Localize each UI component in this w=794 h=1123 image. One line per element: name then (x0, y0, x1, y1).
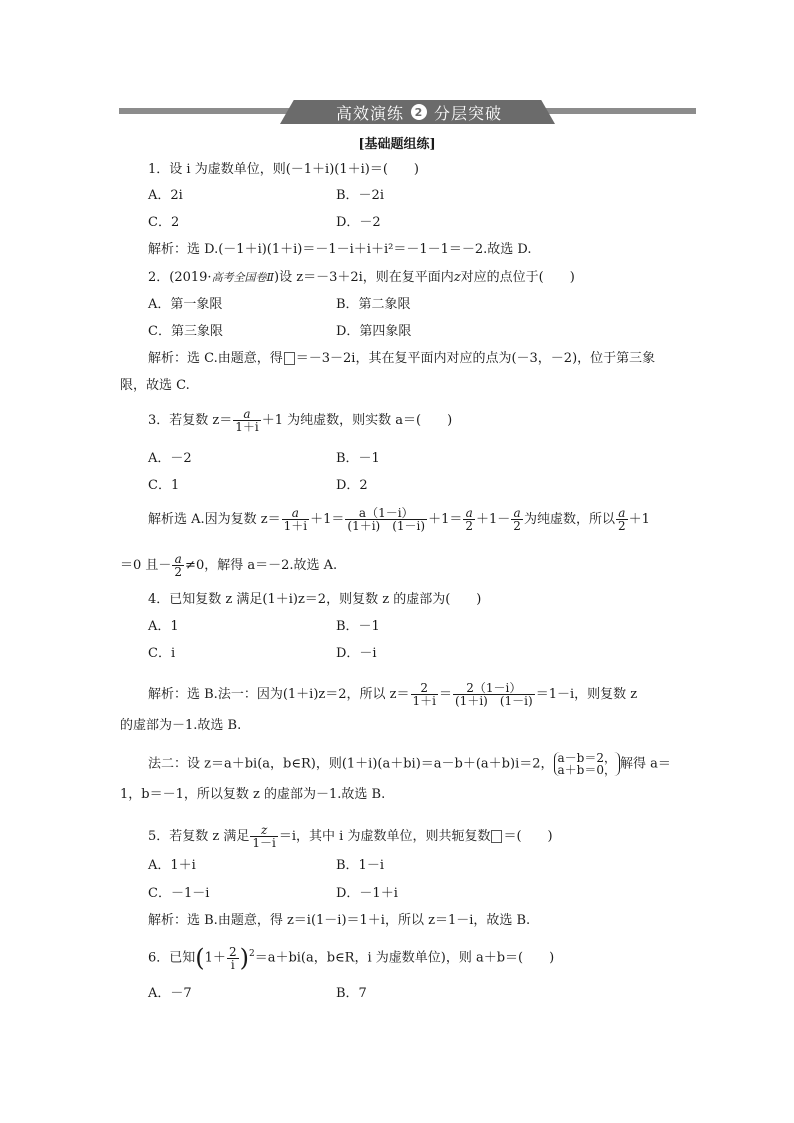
q3-ans-6: ＋1 (628, 512, 650, 527)
q3-ans-3: ＋1＝ (428, 512, 463, 527)
sys-row1: a－b＝2， (557, 751, 616, 765)
q2-number: 2．(2019· (148, 270, 212, 285)
q6-option-a: A．－7 (148, 986, 192, 1001)
q2-stem-text: )设 z＝－3＋2i，则在复平面内 (274, 270, 454, 285)
frac-den: 1＋i (283, 519, 308, 533)
frac-num: a (463, 507, 475, 520)
frac-den: 2 (465, 519, 474, 533)
q3-ans-b2: ≠0，解得 a＝－2.故选 A. (185, 558, 338, 573)
q3-fraction (233, 408, 260, 433)
q4-answer-line2: 的虚部为－1.故选 B. (120, 718, 242, 733)
frac-num: a (511, 507, 523, 520)
q3-option-a: A．－2 (148, 451, 192, 466)
q3-ans-frac5 (616, 507, 628, 532)
q2-option-c: C．第三象限 (148, 324, 223, 339)
q3-stem (148, 408, 452, 433)
header-banner (119, 100, 696, 124)
q2-answer-start: 解析：选 C.由题意，得 (148, 351, 283, 366)
q3-ans-1: 解析选 A.因为复数 z＝ (148, 512, 281, 527)
q6-stem-mid: ＝a＋bi(a，b∈R，i 为虚数单位)，则 a＋b＝( ) (254, 950, 555, 966)
q4-option-b: B．－1 (336, 619, 380, 634)
q6-one-plus: 1＋ (204, 950, 226, 966)
q5-fraction (250, 824, 277, 849)
q3-answer-line2 (120, 553, 337, 578)
q2-option-d: D．第四象限 (336, 324, 412, 339)
q1-option-a: A．2i (148, 188, 183, 203)
q2-option-a: A．第一象限 (148, 297, 223, 312)
q3-ans-frac6 (172, 553, 184, 578)
q3-ans-frac1 (282, 507, 309, 532)
frac-den: i (230, 957, 235, 972)
banner-right-text: 分层突破 (434, 103, 503, 123)
q2-z: z (453, 270, 461, 285)
frac-num: 2（1－i） (453, 682, 535, 695)
q4-ans-frac1 (411, 682, 438, 707)
q1-option-b: B．－2i (336, 188, 384, 203)
q6-stem-pre: 6．已知 (148, 950, 196, 966)
q4-method2-line2: 1，b＝－1，所以复数 z 的虚部为－1.故选 B. (120, 787, 386, 802)
q1-option-c: C．2 (148, 215, 180, 230)
q6-exponent: 2 (248, 949, 255, 960)
frac-num: a (616, 507, 628, 520)
q5-option-b: B．1－i (336, 858, 384, 873)
q2-source: 高考全国卷Ⅱ (211, 271, 275, 284)
frac-num: a (172, 553, 184, 566)
q1-answer: 解析：选 D.(－1＋i)(1＋i)＝－1－i＋i＋i²＝－1－1＝－2.故选 D. (148, 242, 532, 257)
frac-den: 2 (513, 519, 521, 533)
q6-fraction (227, 946, 239, 971)
q5-stem-pre: 5．若复数 z 满足 (148, 829, 250, 844)
q5-option-d: D．－1＋i (336, 886, 398, 901)
q5-stem-post: ＝i，其中 i 为虚数单位，则共轭复数 (278, 829, 491, 844)
q1-option-d: D．－2 (336, 215, 381, 230)
q6-stem (148, 944, 554, 972)
frac-den: 2 (174, 565, 183, 579)
q3-option-d: D．2 (336, 478, 368, 493)
q3-stem-post: ＋1 为纯虚数，则实数 a＝( ) (261, 413, 453, 428)
frac-num: a (233, 408, 260, 421)
q5-stem (148, 824, 553, 849)
q3-ans-4: ＋1－ (476, 512, 511, 527)
q4-ans-frac2 (453, 682, 535, 707)
q5-stem-end: ＝( ) (503, 829, 553, 844)
frac-num: a（1－i） (345, 507, 427, 520)
right-paren-icon: ) (239, 944, 249, 972)
q1-stem: 1．设 i 为虚数单位，则(－1＋i)(1＋i)＝( ) (148, 162, 419, 177)
q4-answer-line1 (148, 682, 637, 707)
q5-answer: 解析：选 B.由题意，得 z＝i(1－i)＝1＋i，所以 z＝1－i，故选 B. (148, 913, 531, 928)
q2-stem (148, 270, 575, 286)
q3-option-b: B．－1 (336, 451, 380, 466)
q3-ans-2: ＋1＝ (310, 512, 345, 527)
q4-method2-text: 法二：设 z＝a＋bi(a，b∈R)，则(1＋i)(a＋bi)＝a－b＋(a＋b)i＝2， (148, 756, 554, 772)
frac-den: 1＋i (412, 694, 436, 708)
q4-option-c: C．i (148, 646, 176, 661)
q3-ans-5: 为纯虚数，所以 (523, 512, 615, 527)
banner-left-text: 高效演练 (335, 103, 404, 123)
frac-den: 2 (617, 519, 626, 533)
q2-answer-line2: 限，故选 C. (120, 378, 190, 393)
q4-option-a: A．1 (148, 619, 179, 634)
q4-ans-3: ＝1－i，则复数 z (535, 687, 638, 702)
frac-num: z (250, 824, 277, 837)
q3-ans-b1: ＝0 且－ (120, 558, 172, 573)
banner-badge-icon: 2 (411, 104, 427, 120)
q4-ans-1: 解析：选 B.法一：因为(1＋i)z＝2，所以 z＝ (148, 687, 410, 702)
q6-option-b: B．7 (336, 986, 367, 1001)
q3-answer-line1 (148, 507, 650, 532)
section-title: [基础题组练] (358, 137, 436, 152)
q3-ans-frac2 (345, 507, 427, 532)
q3-ans-frac4 (511, 507, 523, 532)
frac-num: 2 (228, 944, 237, 959)
banner-title (304, 101, 534, 123)
q4-method2 (148, 752, 671, 776)
q5-option-a: A．1＋i (148, 858, 196, 873)
conjugate-z-icon (284, 352, 295, 365)
frac-den: (1＋i) (1－i) (455, 694, 533, 708)
frac-num: 2 (411, 682, 438, 695)
q4-option-d: D．－i (336, 646, 377, 661)
q2-stem-end: 对应的点位于( ) (460, 270, 575, 285)
frac-den: 1＋i (235, 420, 259, 434)
q2-option-b: B．第二象限 (336, 297, 411, 312)
sys-row2: a＋b＝0， (557, 763, 616, 777)
q2-answer-line1 (148, 351, 655, 367)
q3-stem-pre: 3．若复数 z＝ (148, 413, 233, 428)
q2-answer-rest: ＝－3－2i，其在复平面内对应的点为(－3，－2)，位于第三象 (295, 351, 656, 366)
left-paren-icon: ( (195, 944, 205, 972)
q3-ans-frac3 (463, 507, 475, 532)
q3-option-c: C．1 (148, 478, 180, 493)
frac-num: a (282, 507, 309, 520)
q4-method2-solve: 解得 a＝ (620, 756, 671, 772)
q4-equation-system (554, 752, 620, 776)
q4-stem: 4．已知复数 z 满足(1＋i)z＝2，则复数 z 的虚部为( ) (148, 592, 482, 607)
q5-option-c: C．－1－i (148, 886, 210, 901)
frac-den: 1－i (252, 836, 276, 850)
frac-den: (1＋i) (1－i) (347, 519, 426, 533)
conjugate-z-icon (491, 830, 502, 843)
q4-ans-2: ＝ (438, 687, 452, 702)
